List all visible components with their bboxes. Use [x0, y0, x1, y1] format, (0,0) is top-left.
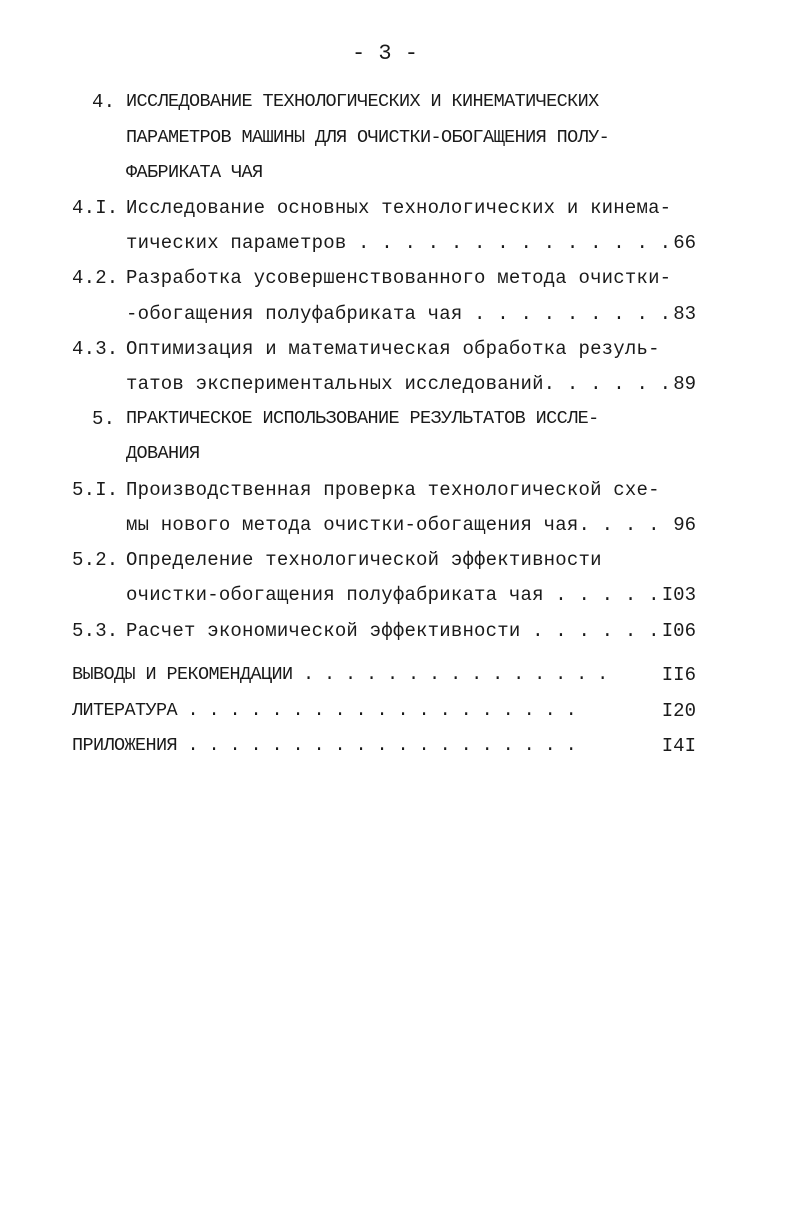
page-ref: 89 — [673, 373, 696, 395]
page-ref: I03 — [661, 584, 696, 606]
section-title-line: ПАРАМЕТРОВ МАШИНЫ ДЛЯ ОЧИСТКИ-ОБОГАЩЕНИЯ ПОЛУ- — [126, 127, 610, 148]
subsection-number: 5.3. — [72, 620, 119, 642]
subsection-title-line: Определение технологической эффективности — [126, 549, 602, 571]
page-ref: I20 — [661, 700, 696, 722]
appendices-entry: ПРИЛОЖЕНИЯ . . . . . . . . . . . . . . . . . . . — [72, 735, 577, 756]
subsection-number: 5.I. — [72, 479, 119, 501]
subsection-title-line: Разработка усовершенствованного метода очистки- — [126, 267, 672, 289]
subsection-number: 4.3. — [72, 338, 119, 360]
subsection-number: 5.2. — [72, 549, 119, 571]
subsection-title-line: -обогащения полуфабриката чая . . . . . . . . . — [126, 303, 672, 325]
conclusions-entry: ВЫВОДЫ И РЕКОМЕНДАЦИИ . . . . . . . . . . . . . . . — [72, 664, 608, 685]
literature-entry: ЛИТЕРАТУРА . . . . . . . . . . . . . . . . . . . — [72, 700, 577, 721]
section-title-line: ФАБРИКАТА ЧАЯ — [126, 162, 263, 183]
subsection-title-line: очистки-обогащения полуфабриката чая . . . . . — [126, 584, 660, 606]
subsection-number: 4.I. — [72, 197, 119, 219]
subsection-title-line: Расчет экономической эффективности . . . . . . — [126, 620, 660, 642]
subsection-title-line: тических параметров . . . . . . . . . . . . . . — [126, 232, 672, 254]
page-ref: I06 — [661, 620, 696, 642]
section-title-line: ИССЛЕДОВАНИЕ ТЕХНОЛОГИЧЕСКИХ И КИНЕМАТИЧЕСКИХ — [126, 91, 599, 112]
section-title-line: ПРАКТИЧЕСКОЕ ИСПОЛЬЗОВАНИЕ РЕЗУЛЬТАТОВ ИССЛЕ- — [126, 408, 599, 429]
page-ref: II6 — [661, 664, 696, 686]
page-ref: 96 — [673, 514, 696, 536]
section-number: 5. — [92, 408, 116, 430]
section-number: 4. — [92, 91, 116, 113]
subsection-title-line: Исследование основных технологических и кинема- — [126, 197, 672, 219]
subsection-number: 4.2. — [72, 267, 119, 289]
page-number: - 3 - — [352, 41, 419, 66]
subsection-title-line: татов экспериментальных исследований. . . . . . — [126, 373, 672, 395]
subsection-title-line: Производственная проверка технологической схе- — [126, 479, 660, 501]
subsection-title-line: мы нового метода очистки-обогащения чая. . . . — [126, 514, 660, 536]
subsection-title-line: Оптимизация и математическая обработка резуль- — [126, 338, 660, 360]
page-ref: I4I — [661, 735, 696, 757]
section-title-line: ДОВАНИЯ — [126, 443, 200, 464]
page-ref: 83 — [673, 303, 696, 325]
page-ref: 66 — [673, 232, 696, 254]
